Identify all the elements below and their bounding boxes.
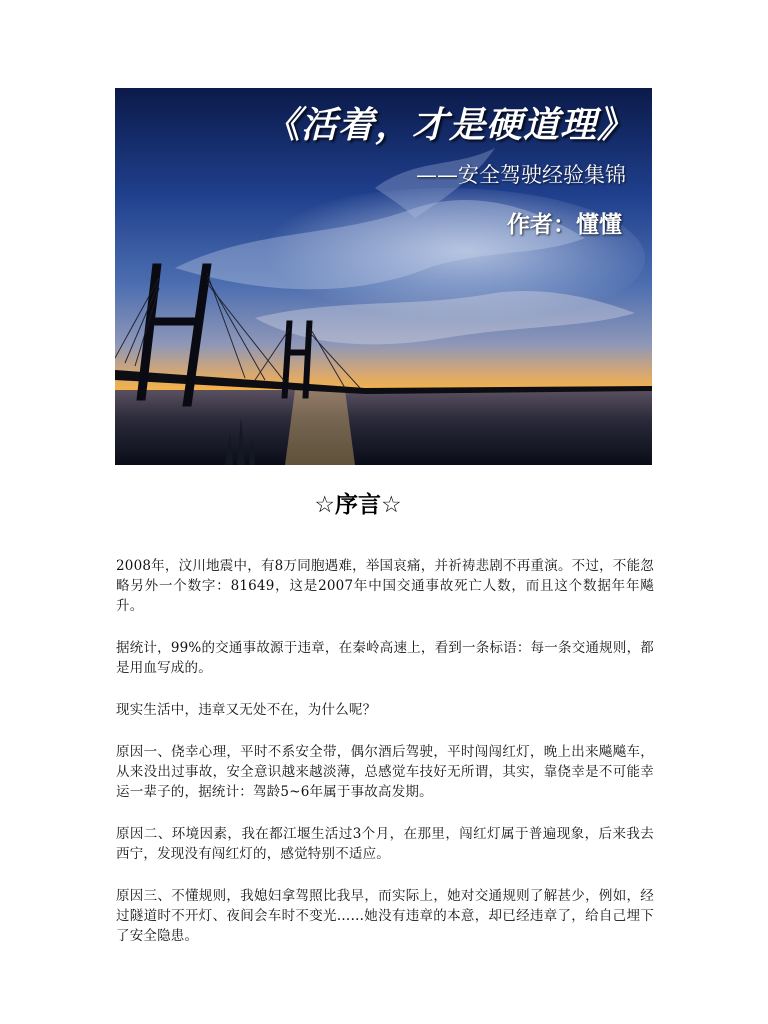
cover-author: 作者：懂懂 xyxy=(507,212,622,238)
cover-title: 《活着，才是硬道理》 xyxy=(263,105,634,146)
preface-body xyxy=(116,556,654,968)
paragraph: 原因二、环境因素，我在都江堰生活过3个月，在那里，闯红灯属于普遍现象，后来我去西宁，发现没有闯红灯的，感觉特别不适应。 xyxy=(116,826,654,862)
preface-heading: ☆序言☆ xyxy=(314,492,402,518)
cover-image xyxy=(115,88,652,465)
paragraph: 2008年，汶川地震中，有8万同胞遇难，举国哀痛，并祈祷悲剧不再重演。不过，不能忽略另外一个数字：81649，这是2007年中国交通事故死亡人数，而且这个数据年年飚升。 xyxy=(116,558,654,614)
paragraph: 据统计，99%的交通事故源于违章，在秦岭高速上，看到一条标语：每一条交通规则，都是用血写成的。 xyxy=(116,640,654,676)
paragraph: 现实生活中，违章又无处不在，为什么呢？ xyxy=(116,702,377,718)
paragraph: 原因三、不懂规则，我媳妇拿驾照比我早，而实际上，她对交通规则了解甚少，例如，经过隧道时不开灯、夜间会车时不变光……她没有违章的本意，却已经违章了，给自己埋下了安全隐患。 xyxy=(116,888,654,944)
cover-subtitle: ——安全驾驶经验集锦 xyxy=(416,163,626,187)
paragraph: 原因一、侥幸心理，平时不系安全带，偶尔酒后驾驶，平时闯闯红灯，晚上出来飚飚车，从来没出过事故，安全意识越来越淡薄，总感觉车技好无所谓，其实，靠侥幸是不可能幸运一辈子的，据统计：驾龄5~6年属于事故高发期。 xyxy=(116,744,654,800)
